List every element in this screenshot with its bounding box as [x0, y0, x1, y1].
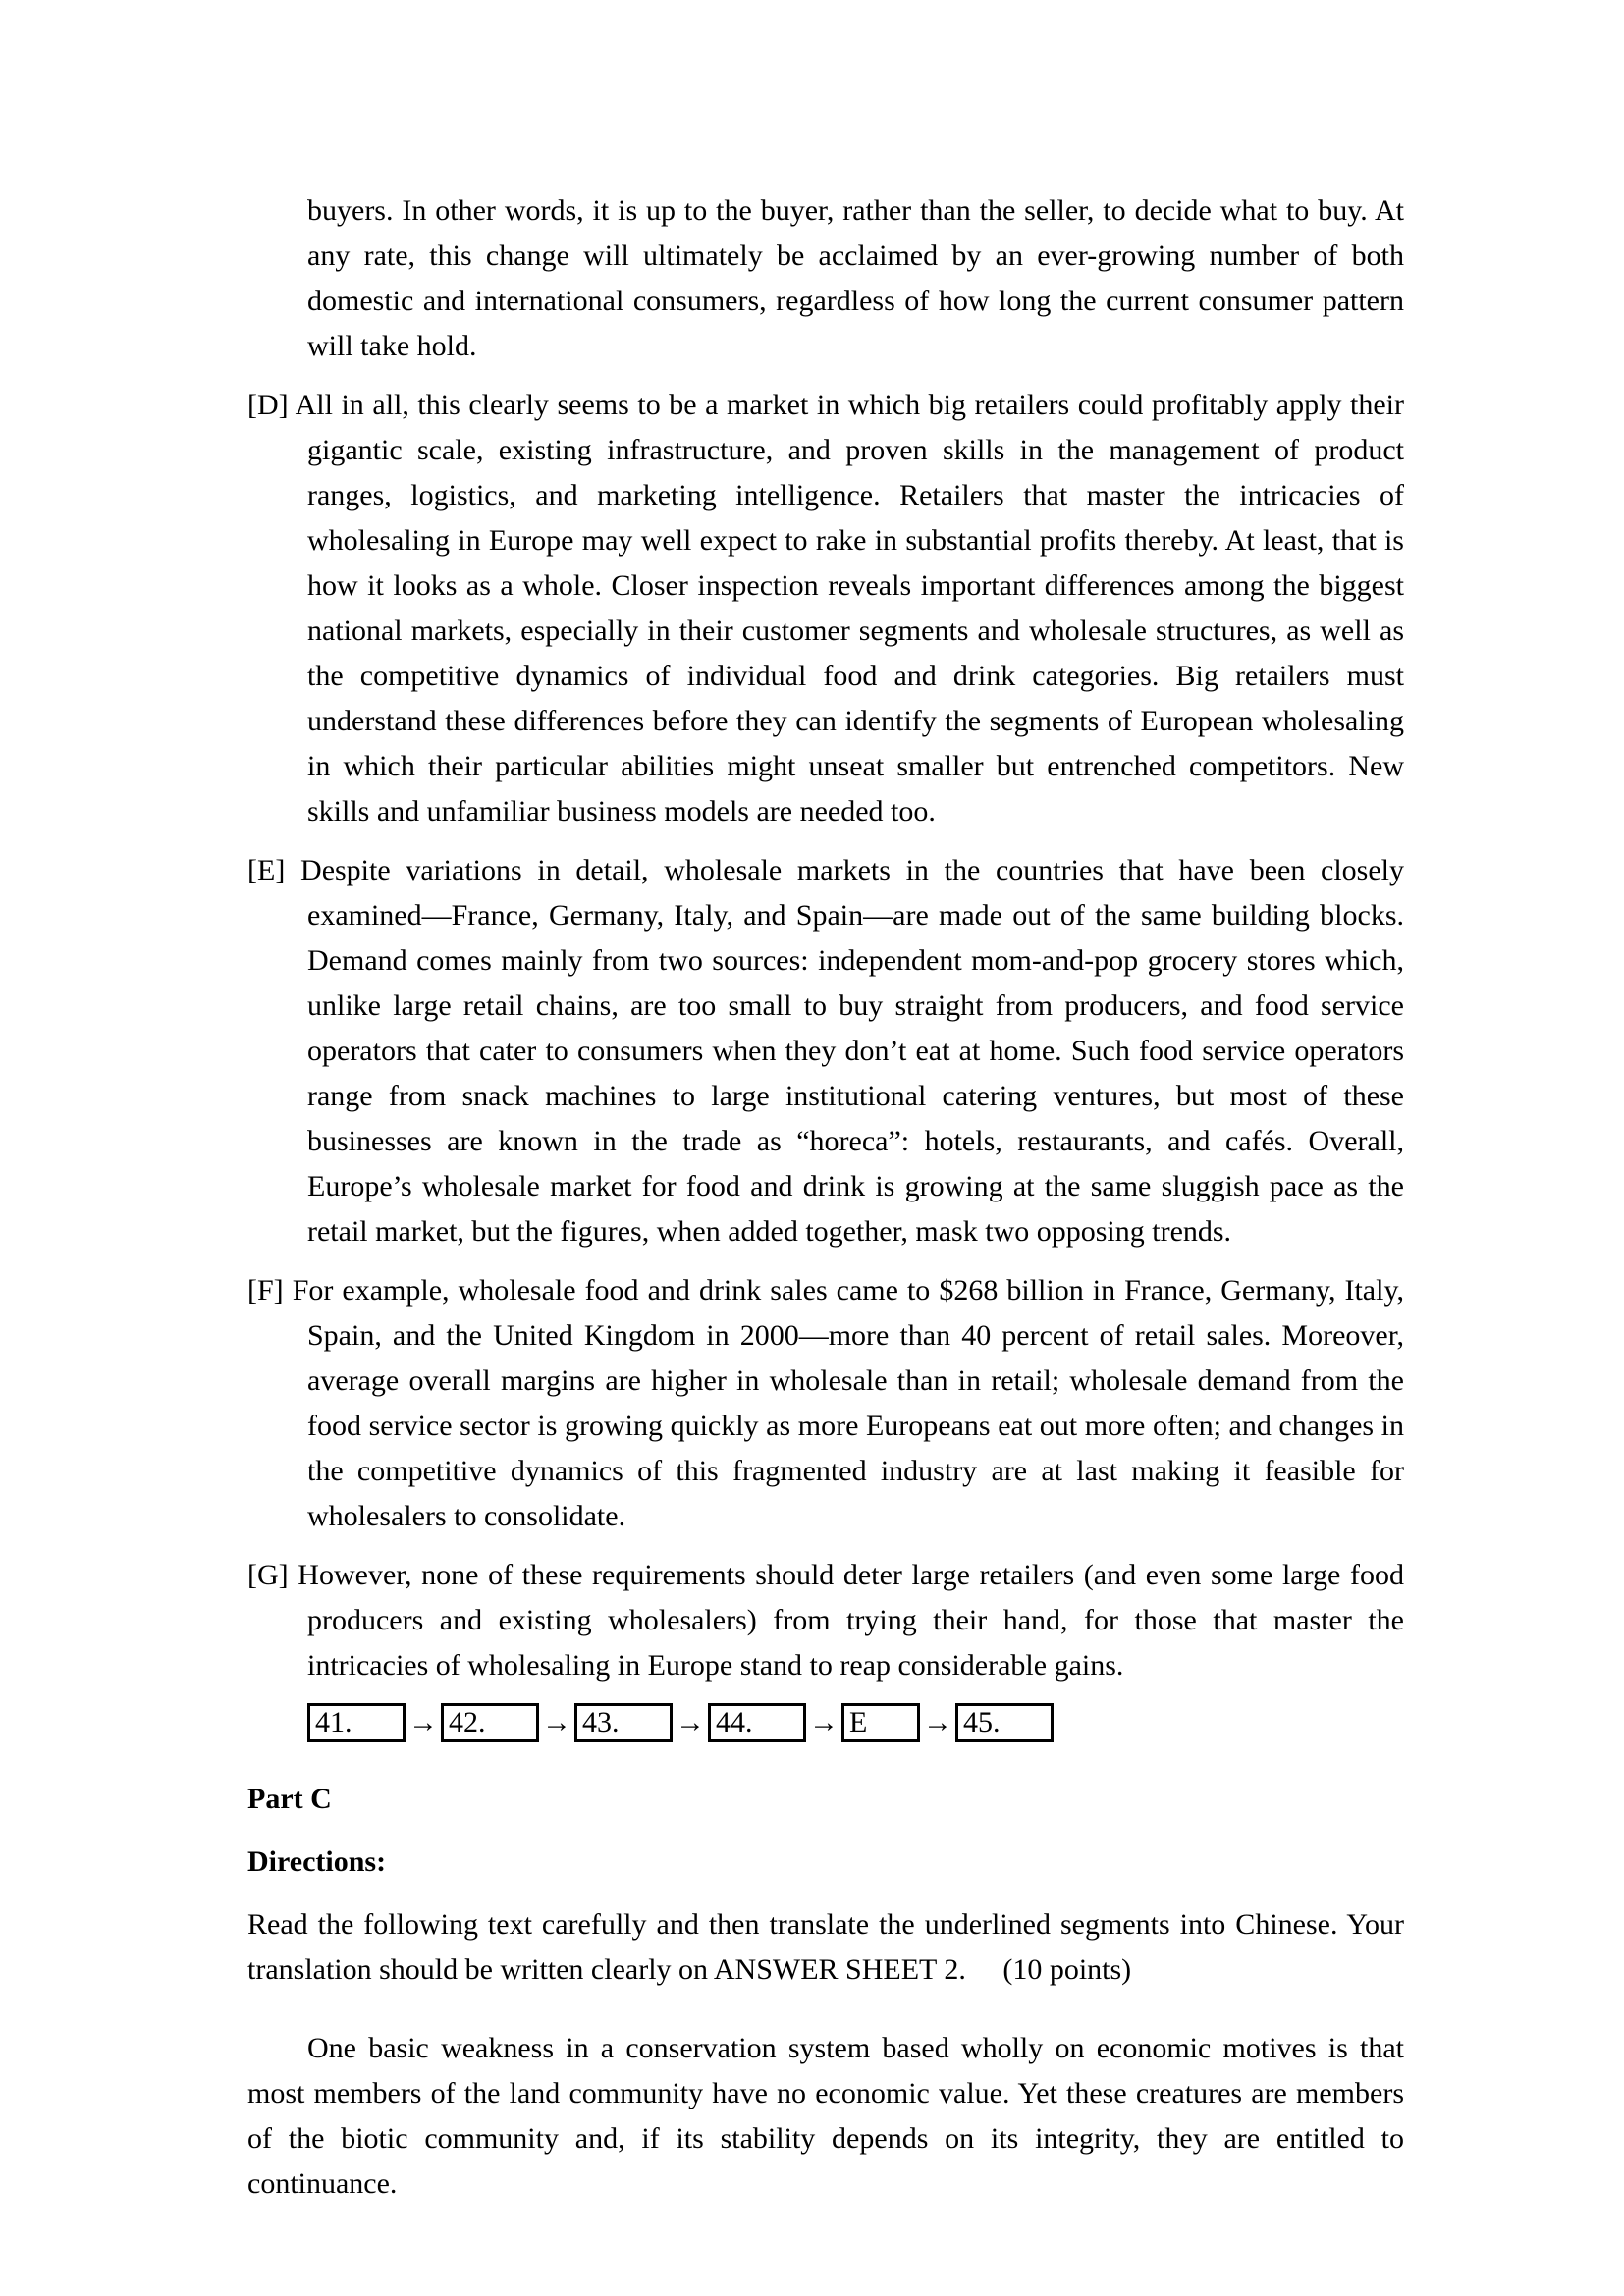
answer-box-45: 45.	[955, 1703, 1054, 1742]
body-paragraph-e	[247, 848, 1404, 1255]
body-paragraph-f	[247, 1268, 1404, 1539]
body-paragraph-continued: buyers. In other words, it is up to the buyer, rather than the seller, to decide what to buy. At any rate, this change will ultimately be acclaimed by an ever-growing number of both domestic and international consumers, regardless of how long the current consumer pattern will take hold.	[307, 194, 1404, 362]
page-content	[247, 188, 1404, 2207]
answer-box-44: 44.	[708, 1703, 806, 1742]
body-paragraph-g	[247, 1553, 1404, 1688]
arrow-right-icon: →	[676, 1706, 705, 1738]
paragraph-label-f: [F]	[247, 1274, 284, 1307]
paragraph-label-d: [D]	[247, 389, 289, 421]
answer-chain	[307, 1702, 1404, 1743]
vertical-spacer	[247, 2006, 1404, 2026]
paragraph-label-g: [G]	[247, 1559, 289, 1591]
answer-box-43: 43.	[574, 1703, 673, 1742]
body-paragraph-d	[247, 383, 1404, 834]
arrow-right-icon: →	[809, 1706, 839, 1738]
directions-text: Read the following text carefully and then translate the underlined segments into Chinese. Your translation should be written clearly on ANSWER SHEET 2. (10 points)	[247, 1908, 1404, 1986]
directions-label: Directions:	[247, 1845, 387, 1878]
paragraph-text-e: Despite variations in detail, wholesale markets in the countries that have been closely examined—France, Germany, Italy, and Spain—are made out of the same building blocks. Demand comes mainly from two sources: independent mom-and-pop grocery stores which, unlike large retail chains, are too small to buy straight from producers, and food service operators that cater to consumers when they don’t eat at home. Such food service operators range from snack machines to large institutional catering ventures, but most of these businesses are known in the trade as “horeca”: hotels, restaurants, and cafés. Overall, Europe’s wholesale market for food and drink is growing at the same sluggish pace as the retail market, but the figures, when added together, mask two opposing trends.	[300, 854, 1405, 1248]
arrow-right-icon: →	[408, 1706, 438, 1738]
paragraph-text-d: All in all, this clearly seems to be a market in which big retailers could profitably apply their gigantic scale, existing infrastructure, and proven skills in the management of product ranges, logistics, and marketing intelligence. Retailers that master the intricacies of wholesaling in Europe may well expect to rake in substantial profits thereby. At least, that is how it looks as a whole. Closer inspection reveals important differences among the biggest national markets, especially in their customer segments and wholesale structures, as well as the competitive dynamics of individual food and drink categories. Big retailers must understand these differences before they can identify the segments of European wholesaling in which their particular abilities might unseat smaller but entrenched competitors. New skills and unfamiliar business models are needed too.	[295, 389, 1404, 828]
paragraph-label-e: [E]	[247, 854, 286, 886]
answer-box-42: 42.	[441, 1703, 539, 1742]
part-c-heading: Part C	[247, 1783, 332, 1815]
paragraph-text-g: However, none of these requirements should deter large retailers (and even some large food producers and existing wholesalers) from trying their hand, for those that master the intricacies of wholesaling in Europe stand to reap considerable gains.	[298, 1559, 1404, 1682]
arrow-right-icon: →	[923, 1706, 952, 1738]
arrow-right-icon: →	[542, 1706, 571, 1738]
translation-passage: One basic weakness in a conservation system based wholly on economic motives is that most members of the land community have no economic value. Yet these creatures are members of the biotic community and, if its stability depends on its integrity, they are entitled to continuance.	[247, 2032, 1404, 2200]
answer-box-e: E	[841, 1703, 920, 1742]
paragraph-text-f: For example, wholesale food and drink sales came to $268 billion in France, Germany, Italy, Spain, and the United Kingdom in 2000—more than 40 percent of retail sales. Moreover, average overall margins are higher in wholesale than in retail; wholesale demand from the food service sector is growing quickly as more Europeans eat out more often; and changes in the competitive dynamics of this fragmented industry are at last making it feasible for wholesalers to consolidate.	[292, 1274, 1405, 1532]
answer-box-41: 41.	[307, 1703, 406, 1742]
